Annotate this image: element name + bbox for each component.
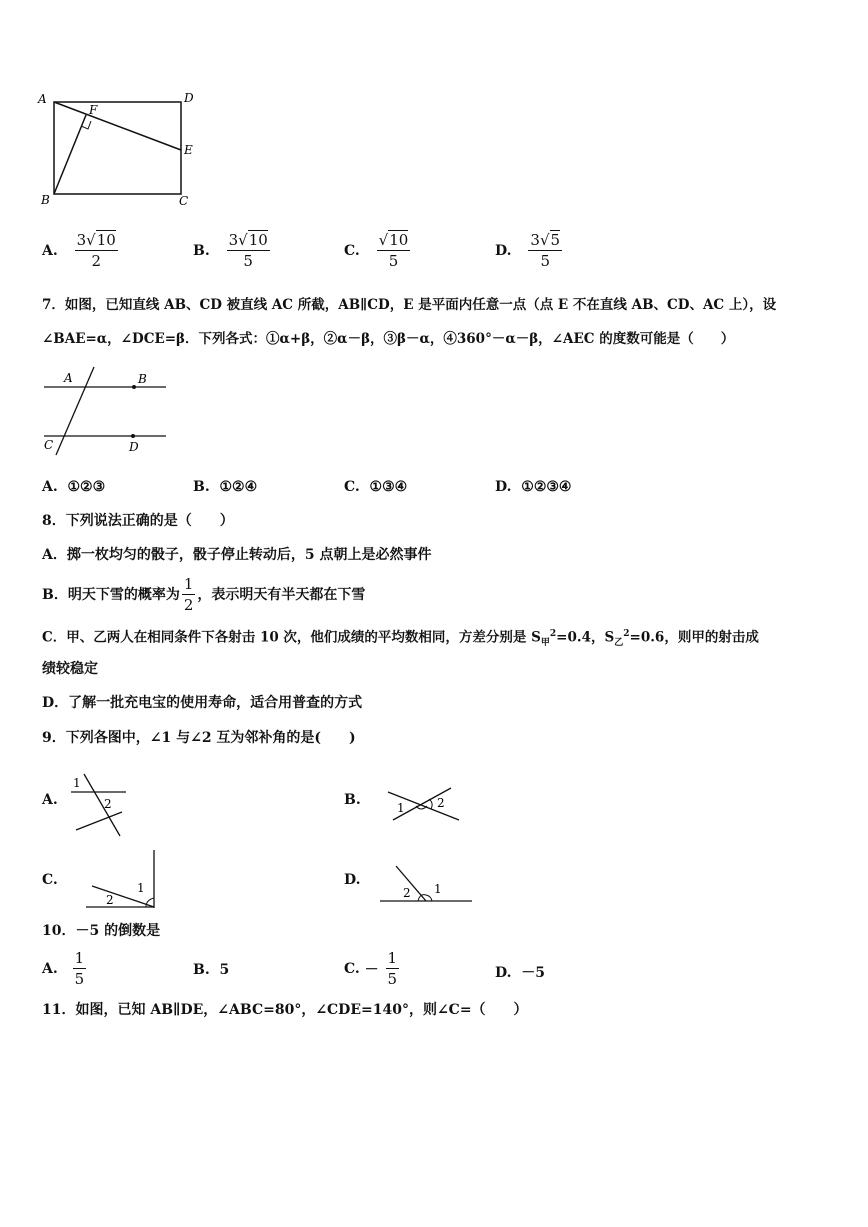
q9-option-d[interactable]: D. (344, 872, 361, 888)
q9-figure-c (82, 846, 162, 912)
q9-c-angle2: 2 (106, 893, 114, 907)
q8-option-c-continued: 绩较稳定 (42, 661, 98, 677)
q6-option-b[interactable]: B. $\frac{3√10}{5}$ (193, 231, 268, 270)
q9-option-c[interactable]: C. (42, 872, 58, 888)
q9-option-b[interactable]: B. (344, 792, 361, 808)
q9-d-angle1: 1 (434, 882, 442, 896)
q10-option-c[interactable]: C. － $\frac{1}{5}$ (344, 949, 398, 988)
q9-b-angle1: 1 (397, 801, 405, 815)
q8-option-b[interactable]: B．明天下雪的概率为 $\frac{1}{2}$ ，表示明天有半天都在下雪 (42, 575, 366, 614)
q9-b-angle2: 2 (437, 796, 445, 810)
q6-rectangle-figure (36, 88, 206, 210)
q9-a-angle1: 1 (73, 776, 81, 790)
q8-option-a[interactable]: A．掷一枚均匀的骰子，骰子停止转动后，5 点朝上是必然事件 (42, 547, 432, 563)
q8-option-c[interactable]: C．甲、乙两人在相同条件下各射击 10 次，他们成绩的平均数相同，方差分别是 $S_甲^2=0.4$，$S_乙^2=0.6$，则甲的射击成 (42, 629, 759, 649)
q10-stem: 10．－5 的倒数是 (42, 923, 161, 939)
q7-option-c[interactable]: C. ①③④ (344, 479, 408, 495)
q11-stem: 11．如图，已知 AB∥DE，∠ABC=80°，∠CDE=140°，则∠C=（ ） (42, 1002, 528, 1018)
q7-option-d[interactable]: D. ①②③④ (495, 479, 572, 495)
q9-c-angle1: 1 (137, 881, 145, 895)
q6-label-a: A (38, 92, 47, 106)
q6-label-e: E (184, 143, 193, 157)
q6-label-c: C (179, 194, 189, 208)
q9-option-a[interactable]: A. (42, 792, 58, 808)
q10-option-a[interactable]: A. $\frac{1}{5}$ (42, 949, 85, 988)
q6-option-a[interactable]: A. $\frac{3√10}{2}$ (42, 231, 116, 270)
q10-option-d[interactable]: D. －5 (495, 965, 546, 981)
q6-option-c[interactable]: C. $\frac{√10}{5}$ (344, 231, 409, 270)
q9-figure-b (383, 782, 463, 826)
q7-option-a[interactable]: A. ①②③ (42, 479, 106, 495)
q9-stem: 9．下列各图中，∠1 与∠2 互为邻补角的是( ) (42, 730, 356, 746)
q8-stem: 8．下列说法正确的是（ ） (42, 513, 234, 529)
q9-d-angle2: 2 (403, 886, 411, 900)
q9-figure-d (378, 862, 474, 906)
q9-a-angle2: 2 (104, 797, 112, 811)
q7-option-b[interactable]: B. ①②④ (193, 479, 258, 495)
q6-label-b: B (41, 193, 50, 207)
q9-figure-a (68, 770, 138, 840)
q7-label-d: D (129, 440, 139, 454)
q7-label-a: A (64, 371, 73, 385)
q7-stem-line1: 7．如图，已知直线 AB、CD 被直线 AC 所截，AB∥CD，E 是平面内任意一点（点 E 不在直线 AB、CD、AC 上），设 (42, 297, 777, 313)
q7-parallel-lines-figure (36, 365, 176, 460)
q6-option-d[interactable]: D. $\frac{3√5}{5}$ (495, 231, 561, 270)
q8-option-d[interactable]: D．了解一批充电宝的使用寿命，适合用普查的方式 (42, 695, 363, 711)
q7-label-b: B (138, 372, 147, 386)
q10-option-b[interactable]: B. 5 (193, 962, 230, 978)
q7-label-c: C (44, 438, 54, 452)
q6-label-d: D (184, 91, 194, 105)
q7-stem-line2: ∠BAE=α，∠DCE=β．下列各式：①α+β，②α－β，③β－α，④360°－α－β，∠AEC 的度数可能是（ ） (42, 331, 735, 347)
q6-label-f: F (89, 103, 98, 117)
